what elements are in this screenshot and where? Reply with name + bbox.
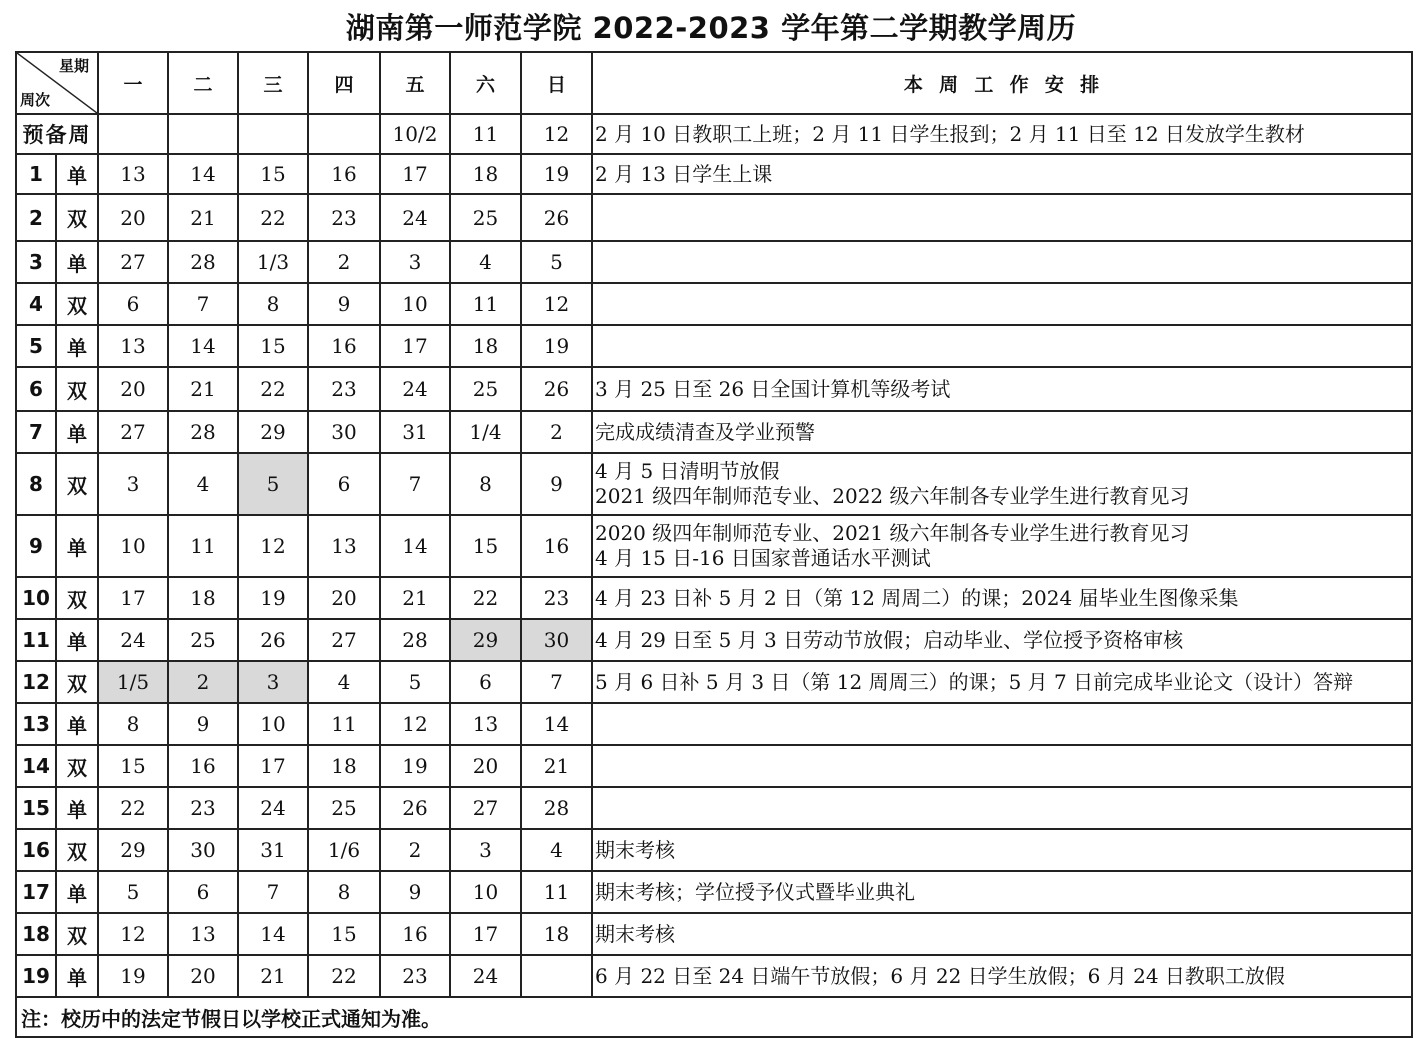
note-line: 2020 级四年制师范专业、2021 级六年制各专业学生进行教育见习 (595, 521, 1190, 545)
note-line: 期末考核 (595, 837, 675, 862)
day-cell: 20 (168, 955, 238, 997)
day-cell: 21 (380, 577, 450, 619)
day-cell: 2 (380, 829, 450, 871)
week-row (16, 283, 1412, 325)
week-parity: 双 (56, 577, 98, 619)
week-row (16, 241, 1412, 283)
day-cell: 6 (450, 661, 521, 703)
week-parity: 双 (56, 745, 98, 787)
day-cell: 1/4 (450, 411, 521, 453)
day-cell: 16 (308, 325, 380, 367)
day-cell: 22 (308, 955, 380, 997)
week-parity: 双 (56, 194, 98, 241)
day-cell: 6 (168, 871, 238, 913)
day-cell: 16 (521, 515, 592, 577)
day-cell: 23 (308, 367, 380, 411)
day-cell: 4 (308, 661, 380, 703)
day-header: 四 (308, 52, 380, 114)
day-cell: 13 (308, 515, 380, 577)
calendar-table (15, 51, 1413, 1038)
day-cell: 24 (380, 367, 450, 411)
week-row (16, 194, 1412, 241)
week-row (16, 745, 1412, 787)
day-cell: 21 (238, 955, 308, 997)
day-cell: 31 (380, 411, 450, 453)
day-cell: 14 (168, 325, 238, 367)
week-row (16, 154, 1412, 194)
holiday-day-cell: 30 (521, 619, 592, 661)
day-cell: 27 (98, 241, 168, 283)
day-cell: 18 (168, 577, 238, 619)
day-cell: 31 (238, 829, 308, 871)
week-parity: 双 (56, 913, 98, 955)
day-cell: 18 (450, 325, 521, 367)
notes-header: 本 周 工 作 安 排 (592, 52, 1412, 114)
week-number: 5 (16, 325, 56, 367)
week-parity: 单 (56, 703, 98, 745)
day-header: 五 (380, 52, 450, 114)
week-row (16, 829, 1412, 871)
day-cell: 28 (521, 787, 592, 829)
day-cell: 4 (521, 829, 592, 871)
week-number: 7 (16, 411, 56, 453)
week-notes (592, 661, 1412, 703)
week-row (16, 787, 1412, 829)
week-number: 10 (16, 577, 56, 619)
day-cell: 24 (380, 194, 450, 241)
day-cell: 13 (450, 703, 521, 745)
day-cell: 15 (450, 515, 521, 577)
week-parity: 双 (56, 453, 98, 515)
week-number: 1 (16, 154, 56, 194)
week-notes (592, 829, 1412, 871)
day-cell: 10 (380, 283, 450, 325)
day-cell (521, 955, 592, 997)
day-cell: 29 (238, 411, 308, 453)
week-number: 19 (16, 955, 56, 997)
note-line: 2 月 10 日教职工上班；2 月 11 日学生报到；2 月 11 日至 12 日发放学生教材 (595, 121, 1305, 146)
day-cell: 11 (450, 283, 521, 325)
day-cell: 28 (168, 241, 238, 283)
week-row (16, 367, 1412, 411)
day-cell: 11 (308, 703, 380, 745)
day-cell: 10 (238, 703, 308, 745)
day-cell: 12 (98, 913, 168, 955)
note-line: 完成成绩清查及学业预警 (595, 419, 815, 444)
week-notes (592, 619, 1412, 661)
page-title: 湖南第一师范学院 2022-2023 学年第二学期教学周历 (345, 11, 1077, 45)
note-line: 4 月 5 日清明节放假 (595, 459, 780, 483)
note-line: 2 月 13 日学生上课 (595, 161, 773, 186)
day-cell: 7 (168, 283, 238, 325)
day-cell: 1/6 (308, 829, 380, 871)
day-cell: 21 (521, 745, 592, 787)
week-parity: 单 (56, 515, 98, 577)
day-cell (98, 114, 168, 154)
day-cell: 17 (98, 577, 168, 619)
day-cell: 13 (98, 154, 168, 194)
week-number: 3 (16, 241, 56, 283)
day-cell: 17 (380, 154, 450, 194)
day-header: 二 (168, 52, 238, 114)
week-parity: 单 (56, 619, 98, 661)
note-line: 期末考核；学位授予仪式暨毕业典礼 (595, 879, 915, 904)
day-cell: 18 (521, 913, 592, 955)
day-header: 日 (521, 52, 592, 114)
holiday-day-cell: 29 (450, 619, 521, 661)
day-cell: 28 (168, 411, 238, 453)
day-cell: 7 (521, 661, 592, 703)
day-cell: 26 (238, 619, 308, 661)
day-cell: 11 (168, 515, 238, 577)
week-number: 6 (16, 367, 56, 411)
day-cell: 1/3 (238, 241, 308, 283)
day-cell: 23 (380, 955, 450, 997)
week-parity: 单 (56, 325, 98, 367)
prep-week-label: 预备周 (16, 114, 98, 154)
day-cell: 25 (308, 787, 380, 829)
week-parity: 双 (56, 829, 98, 871)
day-cell: 2 (308, 241, 380, 283)
note-line: 3 月 25 日至 26 日全国计算机等级考试 (595, 376, 951, 401)
week-notes (592, 703, 1412, 745)
day-cell: 6 (98, 283, 168, 325)
note-line: 4 月 29 日至 5 月 3 日劳动节放假；启动毕业、学位授予资格审核 (595, 627, 1184, 652)
day-cell: 5 (380, 661, 450, 703)
day-header: 六 (450, 52, 521, 114)
week-number: 17 (16, 871, 56, 913)
week-number: 4 (16, 283, 56, 325)
day-cell: 13 (98, 325, 168, 367)
prep-week-row (16, 114, 1412, 154)
week-number: 15 (16, 787, 56, 829)
day-cell: 27 (98, 411, 168, 453)
week-row (16, 955, 1412, 997)
week-notes (592, 194, 1412, 241)
day-cell: 8 (450, 453, 521, 515)
day-cell: 18 (308, 745, 380, 787)
day-cell: 17 (380, 325, 450, 367)
day-cell: 19 (98, 955, 168, 997)
day-cell: 23 (521, 577, 592, 619)
day-cell: 9 (308, 283, 380, 325)
day-cell: 14 (238, 913, 308, 955)
week-notes (592, 453, 1412, 515)
header-row (16, 52, 1412, 114)
day-cell: 23 (308, 194, 380, 241)
day-cell: 20 (308, 577, 380, 619)
day-cell: 23 (168, 787, 238, 829)
week-row (16, 703, 1412, 745)
day-cell: 24 (238, 787, 308, 829)
week-number: 14 (16, 745, 56, 787)
week-row (16, 661, 1412, 703)
week-notes (592, 154, 1412, 194)
day-cell: 5 (98, 871, 168, 913)
day-cell: 8 (98, 703, 168, 745)
holiday-day-cell: 2 (168, 661, 238, 703)
day-cell: 19 (521, 154, 592, 194)
holiday-day-cell: 5 (238, 453, 308, 515)
week-row (16, 577, 1412, 619)
day-cell: 27 (450, 787, 521, 829)
week-number: 18 (16, 913, 56, 955)
corner-week-label: 周次 (20, 91, 51, 109)
day-cell: 14 (521, 703, 592, 745)
day-cell: 7 (238, 871, 308, 913)
day-cell: 17 (238, 745, 308, 787)
week-notes (592, 241, 1412, 283)
week-parity: 双 (56, 661, 98, 703)
note-line: 2021 级四年制师范专业、2022 级六年制各专业学生进行教育见习 (595, 484, 1190, 508)
day-cell: 20 (98, 194, 168, 241)
holiday-day-cell: 3 (238, 661, 308, 703)
note-line: 期末考核 (595, 921, 675, 946)
day-cell: 12 (238, 515, 308, 577)
day-cell (308, 114, 380, 154)
day-cell: 8 (308, 871, 380, 913)
day-cell: 21 (168, 367, 238, 411)
day-cell: 16 (168, 745, 238, 787)
day-cell: 26 (521, 194, 592, 241)
day-cell: 17 (450, 913, 521, 955)
week-number: 13 (16, 703, 56, 745)
note-line: 6 月 22 日至 24 日端午节放假；6 月 22 日学生放假；6 月 24 日教职工放假 (595, 963, 1285, 988)
week-notes (592, 745, 1412, 787)
day-cell: 25 (450, 194, 521, 241)
day-cell: 6 (308, 453, 380, 515)
week-notes (592, 787, 1412, 829)
day-cell: 10/2 (380, 114, 450, 154)
day-cell: 22 (450, 577, 521, 619)
day-cell: 4 (168, 453, 238, 515)
week-parity: 单 (56, 154, 98, 194)
week-parity: 单 (56, 787, 98, 829)
week-notes (592, 367, 1412, 411)
day-cell: 15 (238, 154, 308, 194)
week-number: 11 (16, 619, 56, 661)
day-cell: 28 (380, 619, 450, 661)
week-row (16, 913, 1412, 955)
week-row (16, 325, 1412, 367)
day-cell: 27 (308, 619, 380, 661)
day-cell: 3 (380, 241, 450, 283)
week-row (16, 411, 1412, 453)
day-cell: 11 (521, 871, 592, 913)
footnote: 注：校历中的法定节假日以学校正式通知为准。 (16, 997, 1412, 1037)
day-cell: 9 (380, 871, 450, 913)
day-cell: 24 (450, 955, 521, 997)
week-notes (592, 871, 1412, 913)
week-notes (592, 955, 1412, 997)
week-parity: 单 (56, 871, 98, 913)
week-row (16, 453, 1412, 515)
day-cell: 9 (521, 453, 592, 515)
day-cell: 25 (450, 367, 521, 411)
day-cell: 26 (521, 367, 592, 411)
day-cell: 16 (308, 154, 380, 194)
week-number: 16 (16, 829, 56, 871)
week-number: 2 (16, 194, 56, 241)
day-cell: 8 (238, 283, 308, 325)
day-cell: 11 (450, 114, 521, 154)
week-row (16, 619, 1412, 661)
day-cell (168, 114, 238, 154)
day-cell: 18 (450, 154, 521, 194)
day-cell: 21 (168, 194, 238, 241)
corner-weekday-label: 星期 (58, 57, 89, 75)
week-row (16, 515, 1412, 577)
day-cell: 26 (380, 787, 450, 829)
day-cell: 12 (521, 114, 592, 154)
day-cell: 2 (521, 411, 592, 453)
week-parity: 单 (56, 241, 98, 283)
week-notes (592, 283, 1412, 325)
day-cell: 29 (98, 829, 168, 871)
note-line: 4 月 15 日-16 日国家普通话水平测试 (595, 546, 931, 570)
day-cell: 4 (450, 241, 521, 283)
week-notes (592, 913, 1412, 955)
day-cell: 12 (380, 703, 450, 745)
week-notes (592, 515, 1412, 577)
day-cell: 30 (308, 411, 380, 453)
day-cell: 3 (450, 829, 521, 871)
week-row (16, 871, 1412, 913)
note-line: 4 月 23 日补 5 月 2 日（第 12 周周二）的课；2024 届毕业生图像采集 (595, 585, 1239, 610)
day-header: 三 (238, 52, 308, 114)
header-corner (16, 52, 98, 114)
day-cell: 7 (380, 453, 450, 515)
week-number: 12 (16, 661, 56, 703)
day-cell: 24 (98, 619, 168, 661)
day-cell: 19 (238, 577, 308, 619)
holiday-day-cell: 1/5 (98, 661, 168, 703)
day-cell (238, 114, 308, 154)
day-cell: 16 (380, 913, 450, 955)
day-cell: 14 (168, 154, 238, 194)
day-cell: 15 (98, 745, 168, 787)
day-cell: 9 (168, 703, 238, 745)
day-cell: 12 (521, 283, 592, 325)
week-parity: 双 (56, 283, 98, 325)
day-cell: 10 (450, 871, 521, 913)
week-notes (592, 411, 1412, 453)
day-cell: 13 (168, 913, 238, 955)
day-cell: 22 (238, 194, 308, 241)
day-cell: 14 (380, 515, 450, 577)
day-cell: 19 (521, 325, 592, 367)
week-number: 8 (16, 453, 56, 515)
week-notes (592, 114, 1412, 154)
day-cell: 15 (308, 913, 380, 955)
day-cell: 10 (98, 515, 168, 577)
day-cell: 25 (168, 619, 238, 661)
footnote-row (16, 997, 1412, 1037)
day-cell: 20 (450, 745, 521, 787)
day-cell: 3 (98, 453, 168, 515)
day-header: 一 (98, 52, 168, 114)
day-cell: 15 (238, 325, 308, 367)
week-notes (592, 325, 1412, 367)
day-cell: 22 (238, 367, 308, 411)
week-notes (592, 577, 1412, 619)
week-parity: 双 (56, 367, 98, 411)
day-cell: 22 (98, 787, 168, 829)
day-cell: 19 (380, 745, 450, 787)
day-cell: 20 (98, 367, 168, 411)
week-parity: 单 (56, 955, 98, 997)
day-cell: 5 (521, 241, 592, 283)
week-number: 9 (16, 515, 56, 577)
week-parity: 单 (56, 411, 98, 453)
day-cell: 30 (168, 829, 238, 871)
note-line: 5 月 6 日补 5 月 3 日（第 12 周周三）的课；5 月 7 日前完成毕业论文（设计）答辩 (595, 669, 1354, 694)
